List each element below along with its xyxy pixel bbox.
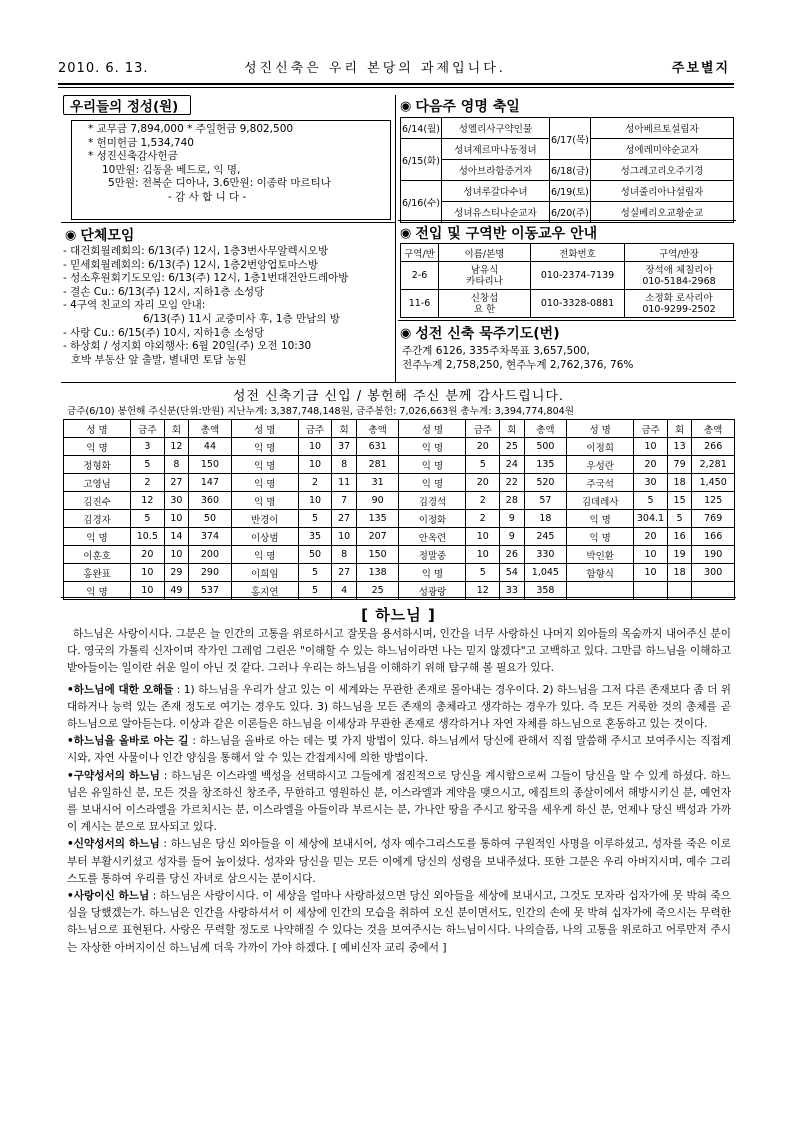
donor-name: 박인환	[567, 546, 634, 564]
group-line: - 결손 Cu.: 6/13(주) 12시, 지하1층 소성당	[63, 285, 265, 298]
donor-name: 함향식	[567, 564, 634, 582]
section-heading: •하느님을 올바로 아는 길	[67, 735, 189, 748]
amount-cell: 290	[189, 564, 232, 582]
amount-cell: 1,450	[692, 474, 735, 492]
date-cell: 6/15(화)	[401, 139, 442, 181]
donor-name: 반경이	[231, 510, 298, 528]
section-body: : 하느님을 올바로 아는 데는 몇 가지 방법이 있다. 하느님께서 당신에 관해서 직접 말씀해 주시고 보여주시는 직접계시와, 자연 사물이나 인간 양심을 통해서 알 수 있는 간접계시에 의한 방법이다.	[67, 735, 731, 765]
amount-cell: 37	[332, 438, 357, 456]
column-header: 금주	[634, 420, 668, 438]
nameday-title-text: 다음주 영명 축일	[415, 99, 520, 115]
amount-cell: 22	[500, 474, 525, 492]
column-header: 금주	[466, 420, 500, 438]
leader-phone: 010-5184-2968	[642, 275, 716, 287]
name-cell: 신창섭	[470, 292, 499, 304]
amount-cell: 1,045	[524, 564, 567, 582]
amount-cell: 2	[466, 510, 500, 528]
contrib-table	[63, 419, 735, 600]
table-row	[64, 438, 735, 456]
offering-line: 5만원: 전복순 디아나, 3.6만원: 이종락 마르티나	[108, 177, 331, 190]
saint-cell: 성녀루갈다수녀	[441, 181, 549, 202]
rosary-line: 전주누계 2,758,250, 현주누계 2,762,376, 76%	[402, 359, 634, 371]
amount-cell: 5	[667, 510, 692, 528]
donor-name: 익 명	[231, 438, 298, 456]
amount-cell: 631	[356, 438, 399, 456]
amount-cell	[634, 582, 668, 600]
leader-cell: 장석애 체칠리아	[645, 264, 713, 276]
amount-cell: 266	[692, 438, 735, 456]
table-row	[64, 510, 735, 528]
baptismal-name: 요 한	[473, 303, 496, 315]
amount-cell: 166	[692, 528, 735, 546]
section-heading: •신약성서의 하느님	[67, 838, 160, 851]
column-header: 성 명	[231, 420, 298, 438]
donor-name: 성광랑	[399, 582, 466, 600]
donor-name: 이정화	[399, 510, 466, 528]
group-line: - 하상회 / 성지회 야외행사: 6월 20일(주) 오전 10:30	[63, 340, 312, 353]
rosary-line: 주간계 6126, 335주차목표 3,657,500,	[402, 345, 590, 357]
amount-cell: 15	[667, 492, 692, 510]
amount-cell: 10	[298, 492, 332, 510]
article-body	[67, 626, 731, 957]
amount-cell: 49	[164, 582, 189, 600]
donor-name: 이정희	[567, 438, 634, 456]
donor-name: 익 명	[399, 456, 466, 474]
date-cell: 6/20(주)	[549, 202, 590, 223]
donor-name: 김경석	[399, 492, 466, 510]
amount-cell: 20	[634, 528, 668, 546]
amount-cell: 33	[500, 582, 525, 600]
amount-cell: 12	[164, 438, 189, 456]
amount-cell: 10	[298, 456, 332, 474]
saint-cell: 성아베르토설립자	[590, 118, 733, 139]
saint-cell: 성실베리오교황순교	[590, 202, 733, 223]
movein-title	[400, 223, 597, 243]
date-cell: 6/18(금)	[549, 160, 590, 181]
saint-cell: 성그레고리오주기경	[590, 160, 733, 181]
amount-cell: 10	[466, 528, 500, 546]
amount-cell: 300	[692, 564, 735, 582]
column-header: 이름/본명	[439, 244, 531, 262]
amount-cell: 24	[500, 456, 525, 474]
movein-title-text: 전입 및 구역반 이동교우 안내	[415, 226, 598, 242]
column-header: 성 명	[399, 420, 466, 438]
amount-cell: 150	[356, 546, 399, 564]
donor-name: 익 명	[231, 456, 298, 474]
column-header: 회	[332, 420, 357, 438]
amount-cell: 304.1	[634, 510, 668, 528]
table-row	[64, 564, 735, 582]
amount-cell: 135	[524, 456, 567, 474]
nameday-table	[400, 117, 734, 223]
amount-cell: 147	[189, 474, 232, 492]
rosary-title-text: 성전 신축 묵주기도(번)	[415, 326, 560, 342]
saint-cell: 성녀유스티나순교자	[441, 202, 549, 223]
column-header: 회	[164, 420, 189, 438]
amount-cell: 13	[667, 438, 692, 456]
column-header: 총액	[692, 420, 735, 438]
group-line: - 사랑 Cu.: 6/15(주) 10시, 지하1층 소성당	[63, 326, 265, 339]
amount-cell: 10	[131, 564, 165, 582]
amount-cell: 16	[667, 528, 692, 546]
donor-name: 익 명	[567, 510, 634, 528]
donor-name: 익 명	[231, 474, 298, 492]
amount-cell: 25	[500, 438, 525, 456]
amount-cell: 5	[298, 510, 332, 528]
offering-lines	[71, 120, 391, 220]
amount-cell: 20	[466, 474, 500, 492]
leader-cell: 소정화 로사리아	[645, 292, 713, 304]
amount-cell: 5	[131, 456, 165, 474]
donor-name: 익 명	[64, 582, 131, 600]
donor-name: 익 명	[399, 564, 466, 582]
amount-cell: 28	[500, 492, 525, 510]
column-header: 총액	[356, 420, 399, 438]
amount-cell: 2,281	[692, 456, 735, 474]
amount-cell: 5	[298, 582, 332, 600]
article	[61, 598, 736, 1048]
groups-title-text: 단체모임	[80, 228, 135, 244]
table-row	[64, 492, 735, 510]
amount-cell: 27	[332, 564, 357, 582]
amount-cell: 7	[332, 492, 357, 510]
article-intro: 하느님은 사랑이시다. 그분은 늘 인간의 고통을 위로하시고 잘못을 용서하시며, 인간을 너무 사랑하신 나머지 외아들의 목숨까지 내어주신 분이다. 영국의 가톨릭 신자이며 작가인 그레엄 그린은 "이해할 수 있는 하느님이라면 나는 믿지 않겠다"고 고백하고 있다. 그만큼 하느님을 이해하고 받아들이는 일이란 쉬운 일이 아닌 것 같다. 그러나 우리는 하느님을 이해하기 위해 탐구해 볼 필요가 있다.	[67, 628, 731, 675]
amount-cell: 537	[189, 582, 232, 600]
contrib-summary: 금주(6/10) 봉헌해 주신분(단위:만원) 지난누계: 3,387,748,148원, 금주봉헌: 7,026,663원 총누계: 3,394,774,804원	[67, 406, 575, 417]
offering-box	[61, 95, 396, 224]
baptismal-name: 카타리나	[466, 275, 503, 287]
phone-cell: 010-2374-7139	[531, 262, 625, 290]
amount-cell: 35	[298, 528, 332, 546]
amount-cell: 245	[524, 528, 567, 546]
saint-cell: 성에레미야순교자	[590, 139, 733, 160]
column-header: 성 명	[567, 420, 634, 438]
table-row	[64, 474, 735, 492]
offering-title: 우리들의 정성(원)	[63, 95, 191, 115]
donor-name: 김진수	[64, 492, 131, 510]
header-label: 주보별지	[671, 61, 730, 76]
donor-name: 주국석	[567, 474, 634, 492]
group-line: - 믿세회월례회의: 6/13(주) 12시, 1층2번앙업토마스방	[63, 258, 318, 271]
amount-cell: 30	[164, 492, 189, 510]
section-heading: •구약성서의 하느님	[67, 769, 160, 782]
bullet-icon: ◉	[400, 98, 412, 114]
amount-cell: 10	[634, 564, 668, 582]
amount-cell: 769	[692, 510, 735, 528]
amount-cell: 10	[131, 582, 165, 600]
table-row	[64, 456, 735, 474]
group-line: - 대건회월례회의: 6/13(주) 12시, 1층3번사무알렉시오방	[63, 245, 329, 257]
donor-name: 안옥련	[399, 528, 466, 546]
bullet-icon: ◉	[65, 227, 77, 243]
amount-cell: 79	[667, 456, 692, 474]
donor-name: 익 명	[64, 438, 131, 456]
donor-name: 이훈호	[64, 546, 131, 564]
amount-cell: 27	[164, 474, 189, 492]
amount-cell: 374	[189, 528, 232, 546]
amount-cell	[692, 582, 735, 600]
amount-cell: 5	[634, 492, 668, 510]
movein-box	[398, 220, 736, 320]
column-header: 회	[667, 420, 692, 438]
amount-cell: 29	[164, 564, 189, 582]
amount-cell: 9	[500, 528, 525, 546]
amount-cell: 20	[634, 456, 668, 474]
column-header: 구역/반	[401, 244, 439, 262]
rosary-title	[400, 323, 560, 343]
amount-cell: 3	[131, 438, 165, 456]
header-motto: 성진신축은 우리 본당의 과제입니다.	[244, 61, 506, 76]
article-title: [ 하느님 ]	[361, 606, 436, 624]
amount-cell: 44	[189, 438, 232, 456]
donor-name: 익 명	[64, 528, 131, 546]
amount-cell: 90	[356, 492, 399, 510]
bulletin-header	[58, 60, 734, 78]
amount-cell: 10	[634, 438, 668, 456]
amount-cell: 5	[131, 510, 165, 528]
amount-cell: 31	[356, 474, 399, 492]
rosary-box	[398, 320, 736, 382]
phone-cell: 010-3328-0881	[531, 290, 625, 318]
amount-cell: 200	[189, 546, 232, 564]
donor-name: 익 명	[399, 438, 466, 456]
section-body: : 1) 하느님을 우리가 살고 있는 이 세계와는 무관한 존재로 몰아내는 경우이다. 2) 하느님을 그저 다른 존재보다 좀 더 위대하거나 능력 있는 존재 정도로 여기는 경우도 있다. 3) 하느님을 모든 존재의 총체라고 생각하는 경우가 있다. 즉 모든 거룩한 것의 총체를 곧 하느님으로 알아듣는다. 이상과 같은 이론들은 하느님을 이세상과 무관한 존재로 생각하거나 자연 자체를 하느님으로 혼동하고 있는 것이다.	[67, 683, 731, 731]
groups-lines	[63, 245, 395, 367]
amount-cell: 150	[189, 456, 232, 474]
donor-name: 김데레사	[567, 492, 634, 510]
donor-name: 익 명	[567, 528, 634, 546]
amount-cell: 125	[692, 492, 735, 510]
groups-box	[61, 222, 396, 382]
date-cell: 6/19(토)	[549, 181, 590, 202]
amount-cell: 5	[298, 564, 332, 582]
amount-cell: 2	[466, 492, 500, 510]
amount-cell: 10.5	[131, 528, 165, 546]
amount-cell: 25	[356, 582, 399, 600]
donor-name: 정말중	[399, 546, 466, 564]
amount-cell: 207	[356, 528, 399, 546]
amount-cell: 50	[189, 510, 232, 528]
group-line: - 4구역 친교의 자리 모임 안내:	[63, 299, 206, 312]
group-line: - 성소후원회기도모임: 6/13(주) 12시, 1층1번대건안드레아방	[63, 272, 349, 285]
saint-cell: 성녀제르마나동정녀	[441, 139, 549, 160]
saint-cell: 성엘리사구약인물	[441, 118, 549, 139]
amount-cell: 12	[466, 582, 500, 600]
amount-cell: 190	[692, 546, 735, 564]
amount-cell: 20	[466, 438, 500, 456]
groups-title	[65, 225, 134, 245]
amount-cell: 19	[667, 546, 692, 564]
saint-cell: 성녀줄리아나설립자	[590, 181, 733, 202]
name-cell: 남유식	[470, 264, 499, 276]
amount-cell: 8	[332, 456, 357, 474]
saint-cell: 성아브라함증거자	[441, 160, 549, 181]
donor-name: 이상범	[231, 528, 298, 546]
donor-name: 익 명	[231, 492, 298, 510]
amount-cell: 14	[164, 528, 189, 546]
amount-cell: 20	[131, 546, 165, 564]
donor-name: 정형화	[64, 456, 131, 474]
amount-cell: 10	[634, 546, 668, 564]
amount-cell: 10	[298, 438, 332, 456]
amount-cell: 26	[500, 546, 525, 564]
amount-cell: 2	[131, 474, 165, 492]
amount-cell: 138	[356, 564, 399, 582]
column-header: 총액	[524, 420, 567, 438]
donor-name: 고영님	[64, 474, 131, 492]
section-body: : 하느님은 당신 외아들을 이 세상에 보내시어, 성자 예수그리스도를 통하여 구원적인 사명을 이루하셨고, 성자를 죽은 이로부터 부활시키셨고 성자를 들어 높이셨다. 성자와 당신을 믿는 모든 이에게 당신의 성령을 보내주셨다. 또한 그분은 우리 아버지시며, 예수 그리스도를 통하여 우리를 당신 자녀로 삼으시는 분이시다.	[67, 838, 732, 885]
issue-date: 2010. 6. 13.	[58, 61, 149, 76]
donor-name: 우성란	[567, 456, 634, 474]
bullet-icon: ◉	[400, 325, 412, 341]
leader-phone: 010-9299-2502	[642, 303, 716, 315]
column-header: 금주	[131, 420, 165, 438]
amount-cell: 10	[466, 546, 500, 564]
offering-line: * 헌미헌금 1,534,740	[88, 136, 194, 149]
amount-cell: 10	[164, 546, 189, 564]
amount-cell: 8	[164, 456, 189, 474]
contrib-box	[61, 382, 736, 598]
table-row	[64, 582, 735, 600]
offering-thanks: - 감 사 합 니 다 -	[168, 190, 247, 203]
amount-cell: 18	[524, 510, 567, 528]
donor-name: 홍완표	[64, 564, 131, 582]
amount-cell: 50	[298, 546, 332, 564]
column-header: 회	[500, 420, 525, 438]
donor-name: 익 명	[231, 546, 298, 564]
column-header: 금주	[298, 420, 332, 438]
amount-cell: 30	[634, 474, 668, 492]
amount-cell: 10	[332, 528, 357, 546]
nameday-box	[398, 95, 736, 220]
group-line: 6/13(주) 11시 교중미사 후, 1층 만남의 방	[143, 312, 340, 325]
section-heading: •하느님에 대한 오해들	[67, 683, 174, 696]
amount-cell: 4	[332, 582, 357, 600]
amount-cell: 360	[189, 492, 232, 510]
date-cell: 6/16(수)	[401, 181, 442, 223]
area-cell: 2-6	[401, 262, 439, 290]
amount-cell: 9	[500, 510, 525, 528]
contrib-title: 성전 신축기금 신입 / 봉헌해 주신 분께 감사드립니다.	[232, 389, 565, 404]
column-header: 성 명	[64, 420, 131, 438]
amount-cell: 12	[131, 492, 165, 510]
group-line: 호박 부동산 앞 출발, 별내면 토담 농원	[71, 353, 247, 366]
amount-cell: 11	[332, 474, 357, 492]
amount-cell: 330	[524, 546, 567, 564]
amount-cell: 500	[524, 438, 567, 456]
amount-cell: 27	[332, 510, 357, 528]
date-cell: 6/17(목)	[549, 118, 590, 160]
section-body: : 하느님은 사랑이시다. 이 세상을 얼마나 사랑하셨으면 당신 외아들을 세상에 보내시고, 그것도 모자라 십자가에 못 박혀 죽으심을 당했겠는가. 하느님은 인간을 사랑하셔서 이 세상에 인간의 모습을 취하여 오신 분이면서도, 인간의 손에 못 박혀 십자가에 죽으시는 무력한 하느님으로 표현된다. 사랑은 무력할 정도로 나약해질 수 있다는 것을 보여주시는 하느님이시다. 나의슬픔, 나의 고통을 위로하고 어루만져 주시는 자상한 아버지이신 하느님께 더욱 가까이 가야 하겠다. [ 예비신자 교리 중에서 ]	[67, 890, 731, 954]
table-row	[64, 546, 735, 564]
date-cell: 6/14(월)	[401, 118, 442, 139]
amount-cell: 18	[667, 474, 692, 492]
donor-name: 홍지연	[231, 582, 298, 600]
table-row	[64, 528, 735, 546]
amount-cell: 520	[524, 474, 567, 492]
amount-cell: 2	[298, 474, 332, 492]
amount-cell: 8	[332, 546, 357, 564]
header-rule	[58, 83, 734, 88]
bullet-icon: ◉	[400, 225, 412, 241]
amount-cell: 57	[524, 492, 567, 510]
offering-line: * 교무금 7,894,000 * 주일헌금 9,802,500	[88, 123, 294, 135]
donor-name: 익 명	[399, 474, 466, 492]
amount-cell: 135	[356, 510, 399, 528]
area-cell: 11-6	[401, 290, 439, 318]
column-header: 구역/반장	[625, 244, 734, 262]
offering-line: 10만원: 김동윤 베드로, 익 명,	[102, 163, 241, 176]
amount-cell: 281	[356, 456, 399, 474]
amount-cell: 18	[667, 564, 692, 582]
donor-name: 김경자	[64, 510, 131, 528]
section-body: : 하느님은 이스라엘 백성을 선택하시고 그들에게 점진적으로 당신을 계시함으로써 그들이 당신을 알 수 있게 하셨다. 하느님은 유일하신 분, 모든 것을 창조하신 창조주, 무한하고 영원하신 분, 이스라엘과 계약을 맺으시고, 에집트의 종살이에서 해방시키신 분, 예언자를 보내시어 이스라엘을 가르치시는 분, 이스라엘을 아들이라 부르시는 분, 가나안 땅을 주시고 왕국을 세우게 하신 분, 언제나 당신 백성과 가까이 계시는 분으로 묘사되고 있다.	[67, 769, 731, 834]
amount-cell: 358	[524, 582, 567, 600]
offering-line: * 성진신축감사헌금	[88, 150, 178, 163]
donor-name	[567, 582, 634, 600]
nameday-title	[400, 96, 520, 116]
amount-cell: 54	[500, 564, 525, 582]
column-header: 전화번호	[531, 244, 625, 262]
amount-cell: 5	[466, 564, 500, 582]
amount-cell: 10	[164, 510, 189, 528]
amount-cell	[667, 582, 692, 600]
movein-table	[400, 243, 734, 318]
donor-name: 이희임	[231, 564, 298, 582]
section-heading: •사랑이신 하느님	[67, 890, 150, 903]
column-header: 총액	[189, 420, 232, 438]
amount-cell: 5	[466, 456, 500, 474]
